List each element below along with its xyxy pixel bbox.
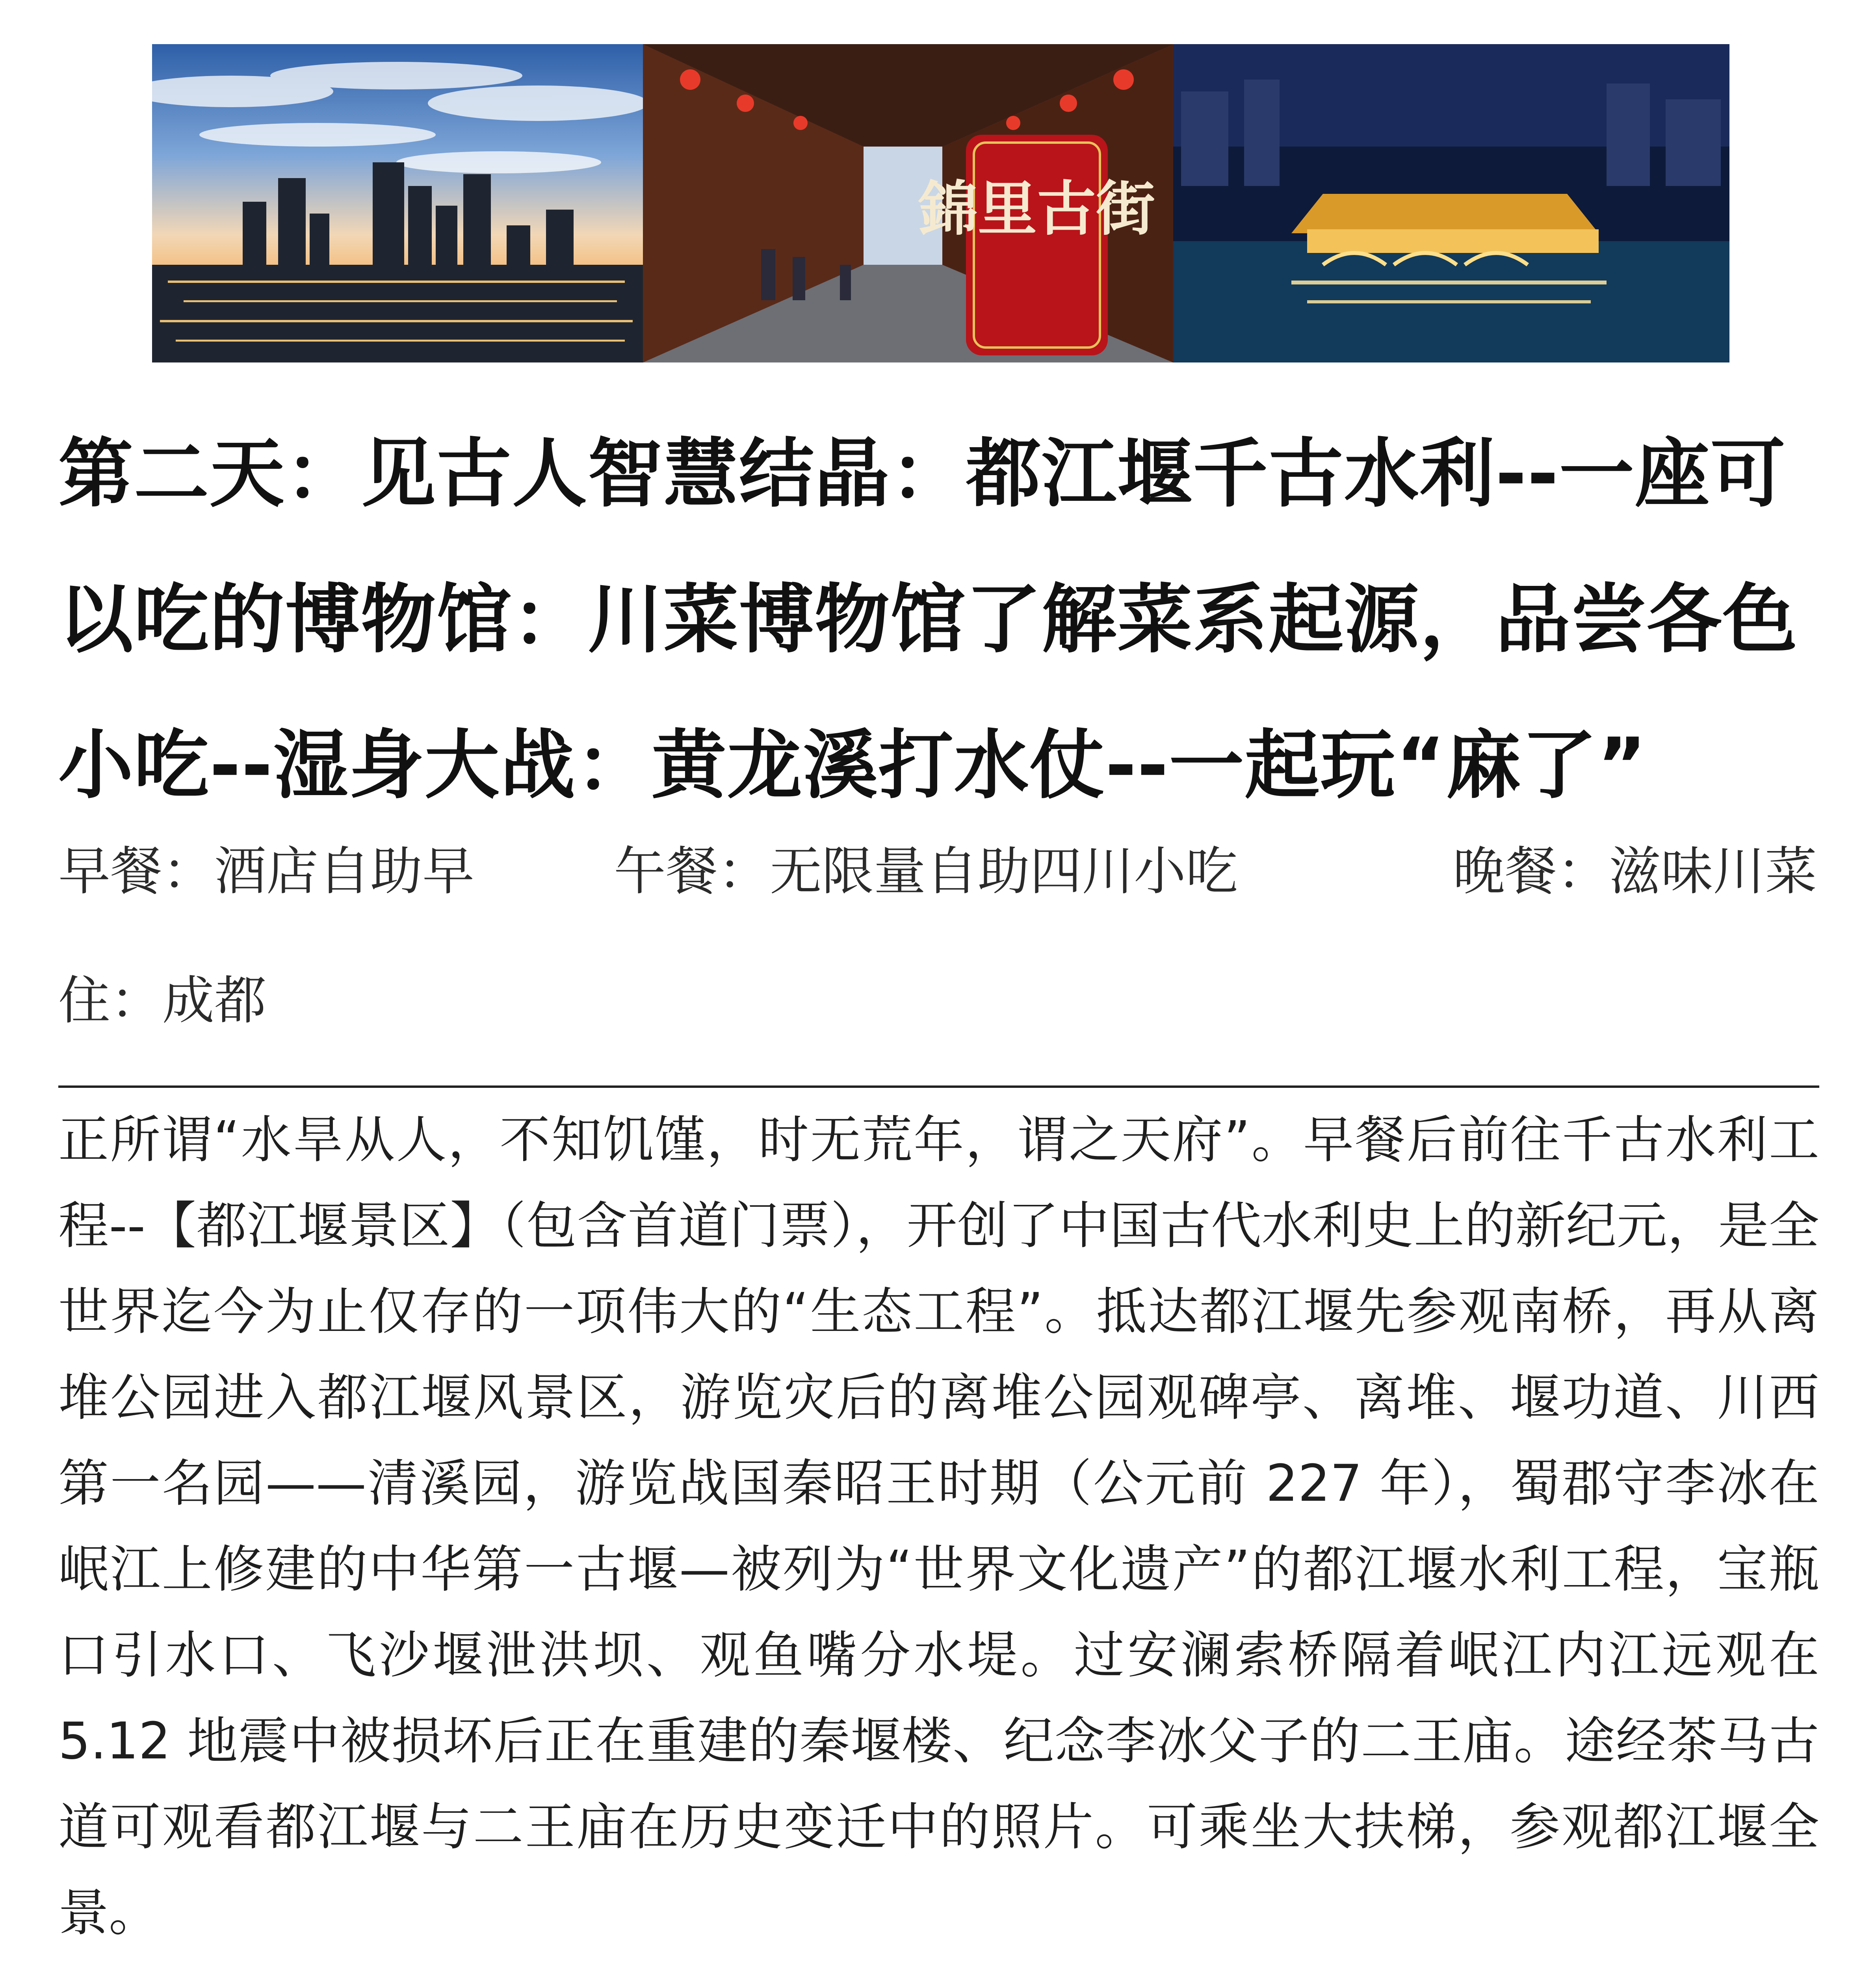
paragraph-sichuan-cuisine-museum — [58, 1956, 1819, 1970]
photo-banner — [152, 44, 1729, 362]
dinner-info: 晚餐：滋味川菜 — [1453, 841, 1817, 902]
section-divider — [58, 1085, 1819, 1088]
night-bridge-photo — [1173, 44, 1729, 362]
breakfast-info: 早餐：酒店自助早 — [58, 841, 474, 902]
accommodation-info: 住：成都 — [58, 970, 266, 1031]
street-sign-text: 錦里古街 — [918, 174, 1155, 243]
paragraph-dujiangyan: 正所谓“水旱从人，不知饥馑，时无荒年，谓之天府”。早餐后前往千古水利工程--【都江堰景区】（包含首道门票），开创了中国古代水利史上的新纪元，是全世界迄今为止仅存的一项伟大的“生态工程”。抵达都江堰先参观南桥，再从离堆公园进入都江堰风景区，游览灾后的离堆公园观碑亭、离堆、堰功道、川西第一名园——清溪园，游览战国秦昭王时期（公元前 227 年），蜀郡守李冰在岷江上修建的中华第一古堰—被列为“世界文化遗产”的都江堰水利工程，宝瓶口引水口、飞沙堰泄洪坝、观鱼嘴分水堤。过安澜索桥隔着岷江内江远观在 5.12 地震中被损坏后正在重建的秦堰楼、纪念李冰父子的二王庙。途经茶马古道可观看都江堰与二王庙在历史变迁中的照片。可乘坐大扶梯，参观都江堰全景。 — [58, 1111, 1819, 1942]
jinli-ancient-street-photo — [643, 44, 1173, 362]
itinerary-description — [58, 1097, 1819, 1970]
lunch-info: 午餐：无限量自助四川小吃 — [614, 841, 1238, 902]
meal-info — [58, 832, 1819, 911]
page-title: 第二天：见古人智慧结晶：都江堰千古水利--一座可以吃的博物馆：川菜博物馆了解菜系起源，品尝各色小吃--湿身大战：黄龙溪打水仗--一起玩“麻了” — [58, 430, 1798, 809]
city-skyline-photo — [152, 44, 643, 362]
